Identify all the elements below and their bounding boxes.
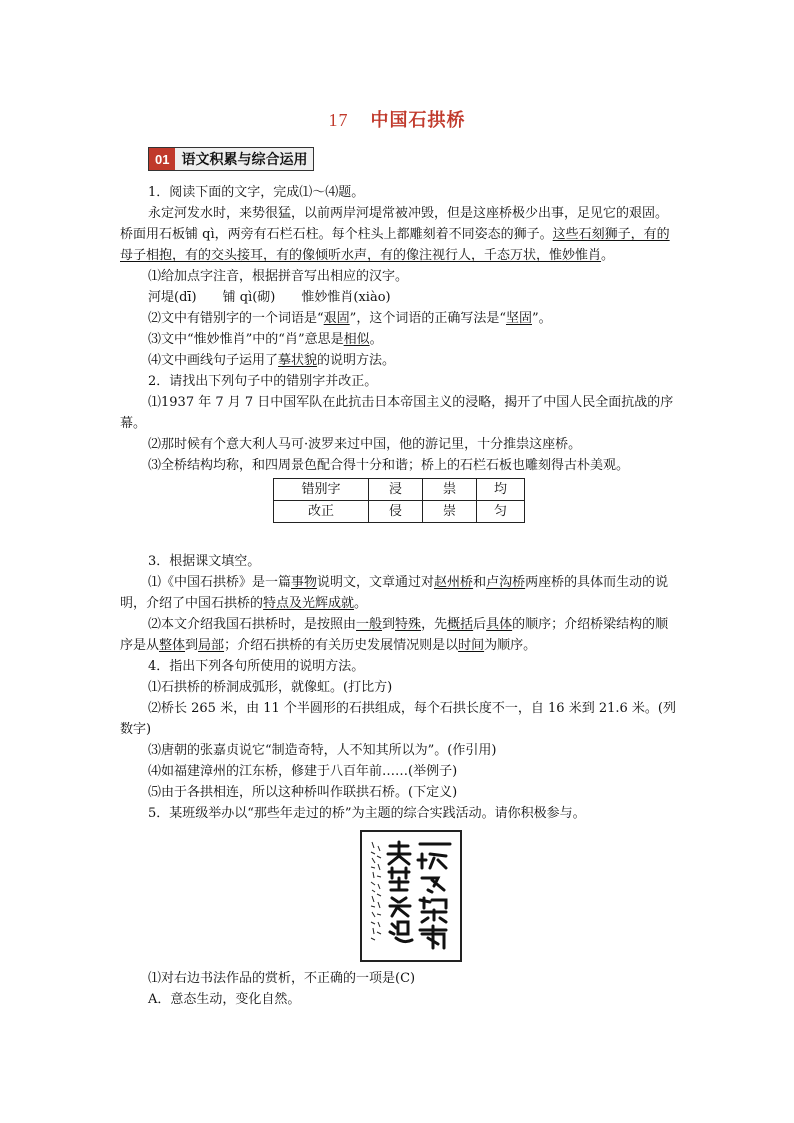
q1-sub2-pre: ⑵文中有错别字的一个词语是“ bbox=[148, 311, 324, 326]
typo-row-correct-label: 改正 bbox=[274, 501, 369, 523]
typo-correct-2: 崇 bbox=[423, 501, 477, 523]
q3-s1-c: 说明文，文章通过对 bbox=[317, 575, 435, 590]
q4-sub3: ⑶唐朝的张嘉贞说它“制造奇特，人不知其所以为”。(作引用) bbox=[148, 743, 497, 758]
column-tianqian bbox=[388, 842, 412, 942]
q2-stem: 2．请找出下列句子中的错别字并改正。 bbox=[148, 374, 378, 389]
q1-passage bbox=[120, 203, 680, 266]
q1-passage-a: 永定河发水时，来势很猛，以前两岸河堤常被冲毁，但是这座桥极少出事，足见它的艰固。桥面用石板铺 qì，两旁有石栏石柱。每个柱头上都雕刻着不同姿态的狮子。 bbox=[120, 206, 669, 242]
q3-s2-h: 具体 bbox=[486, 617, 513, 632]
section-badge: 01 bbox=[149, 148, 175, 170]
q3-s2-g: 后 bbox=[473, 617, 487, 632]
q4-sub1: ⑴石拱桥的桥洞成弧形，就像虹。(打比方) bbox=[148, 680, 393, 695]
q4-sub4: ⑷如福建漳州的江东桥，修建于八百年前……(举例子) bbox=[148, 764, 458, 779]
q3-s2-m: ；介绍石拱桥的有关历史发展情况则是以 bbox=[224, 638, 459, 653]
q3-stem: 3．根据课文填空。 bbox=[148, 554, 261, 569]
q1-sub3-pre: ⑶文中“惟妙惟肖”中的“肖”意思是 bbox=[148, 332, 344, 347]
q5-sub1: ⑴对右边书法作品的赏析，不正确的一项是(C) bbox=[148, 971, 416, 986]
q1-sub2-wrong: 艰固 bbox=[323, 311, 350, 326]
q3-s2-c: 到 bbox=[382, 617, 396, 632]
q1-passage-end: 。 bbox=[601, 248, 615, 263]
q3-sub1 bbox=[120, 572, 680, 614]
q1-sub2-right: 坚固 bbox=[505, 311, 532, 326]
q3-s1-f: 卢沟桥 bbox=[486, 575, 526, 590]
q1-sub4-pre: ⑷文中画线句子运用了 bbox=[148, 353, 279, 368]
q1-sub2 bbox=[120, 308, 680, 329]
signature-strokes bbox=[371, 842, 381, 940]
q1-stem: 1．阅读下面的文字，完成⑴～⑷题。 bbox=[148, 185, 365, 200]
q1-sub3 bbox=[120, 329, 680, 350]
q4-sub5: ⑸由于各拱相连，所以这种桥叫作联拱石桥。(下定义) bbox=[148, 785, 458, 800]
q3-s1-d: 赵州桥 bbox=[434, 575, 474, 590]
lesson-number: 17 bbox=[328, 110, 349, 130]
typo-correct-1: 侵 bbox=[369, 501, 423, 523]
typo-wrong-1: 浸 bbox=[369, 479, 423, 501]
q5-option-a: A．意态生动，变化自然。 bbox=[148, 992, 301, 1007]
q1-sub3-answer: 相似 bbox=[343, 332, 370, 347]
q3-s1-h: 特点及光辉成就 bbox=[263, 596, 355, 611]
typo-table bbox=[273, 478, 525, 523]
q3-s2-k: 到 bbox=[185, 638, 199, 653]
q3-s2-i: 的顺序；介绍桥梁结构的顺序是从 bbox=[120, 617, 669, 653]
q3-s1-e: 和 bbox=[473, 575, 487, 590]
q3-s2-b: 一般 bbox=[356, 617, 383, 632]
q1-sub4-post: 的说明方法。 bbox=[317, 353, 396, 368]
section-heading bbox=[148, 147, 314, 171]
typo-correct-3: 匀 bbox=[477, 501, 525, 523]
q3-s2-f: 概括 bbox=[447, 617, 474, 632]
section-label: 语文积累与综合运用 bbox=[175, 148, 313, 170]
q4-sub2: ⑵桥长 265 米，由 11 个半圆形的石拱组成，每个石拱长度不一，自 16 米到 21.6 米。(列数字) bbox=[120, 701, 676, 737]
q3-s2-o: 为顺序。 bbox=[484, 638, 537, 653]
q2-sub1: ⑴1937 年 7 月 7 日中国军队在此抗击日本帝国主义的浸略，揭开了中国人民全面抗战的序幕。 bbox=[120, 395, 674, 431]
q1-sub4-answer: 摹状貌 bbox=[278, 353, 318, 368]
q3-s2-a: ⑵本文介绍我国石拱桥时，是按照由 bbox=[148, 617, 357, 632]
typo-wrong-2: 祟 bbox=[423, 479, 477, 501]
q3-s1-g: 两座桥的具体而生动的说明，介绍了中国石拱桥的 bbox=[120, 575, 669, 611]
q3-s2-e: ，先 bbox=[421, 617, 448, 632]
q1-sub4 bbox=[120, 350, 680, 371]
q5-stem: 5．某班级举办以“那些年走过的桥”为主题的综合实践活动。请你积极参与。 bbox=[148, 806, 586, 821]
calligraphy-strokes bbox=[362, 832, 460, 960]
q4-stem: 4．指出下列各句所使用的说明方法。 bbox=[148, 659, 365, 674]
typo-row-correct bbox=[274, 501, 525, 523]
typo-row-wrong-label: 错别字 bbox=[274, 479, 369, 501]
q1-passage-underlined: 这些石刻狮子，有的母子相抱，有的交头接耳，有的像倾听水声，有的像注视行人，千态万状，惟妙惟肖 bbox=[120, 227, 670, 263]
q3-s2-d: 特殊 bbox=[395, 617, 422, 632]
q3-sub2 bbox=[120, 614, 680, 656]
typo-row-wrong bbox=[274, 479, 525, 501]
q1-sub1-answer: 河堤(dī) 铺 qì(砌) 惟妙惟肖(xiào) bbox=[148, 290, 391, 305]
exercise-body bbox=[120, 182, 680, 1010]
lesson-title-text: 中国石拱桥 bbox=[370, 110, 466, 131]
spacer bbox=[120, 523, 680, 551]
q1-sub1: ⑴给加点字注音，根据拼音写出相应的汉字。 bbox=[148, 269, 409, 284]
q1-sub2-mid: ”，这个词语的正确写法是“ bbox=[349, 311, 506, 326]
q1-sub2-post: ”。 bbox=[531, 311, 552, 326]
q3-s2-j: 整体 bbox=[159, 638, 186, 653]
q3-s1-b: 事物 bbox=[291, 575, 318, 590]
calligraphy-image bbox=[360, 830, 462, 962]
q3-s1-a: ⑴《中国石拱桥》是一篇 bbox=[148, 575, 292, 590]
q2-sub3: ⑶全桥结构均称，和四周景色配合得十分和谐；桥上的石栏石板也雕刻得古朴美观。 bbox=[148, 458, 630, 473]
q3-s2-n: 时间 bbox=[458, 638, 485, 653]
q2-sub2: ⑵那时候有个意大利人马可·波罗来过中国，他的游记里，十分推祟这座桥。 bbox=[148, 437, 582, 452]
q3-s1-i: 。 bbox=[354, 596, 368, 611]
column-yiqiao bbox=[418, 844, 450, 948]
typo-wrong-3: 均 bbox=[477, 479, 525, 501]
q3-s2-l: 局部 bbox=[198, 638, 225, 653]
lesson-title bbox=[0, 106, 794, 132]
q1-sub3-post: 。 bbox=[369, 332, 383, 347]
